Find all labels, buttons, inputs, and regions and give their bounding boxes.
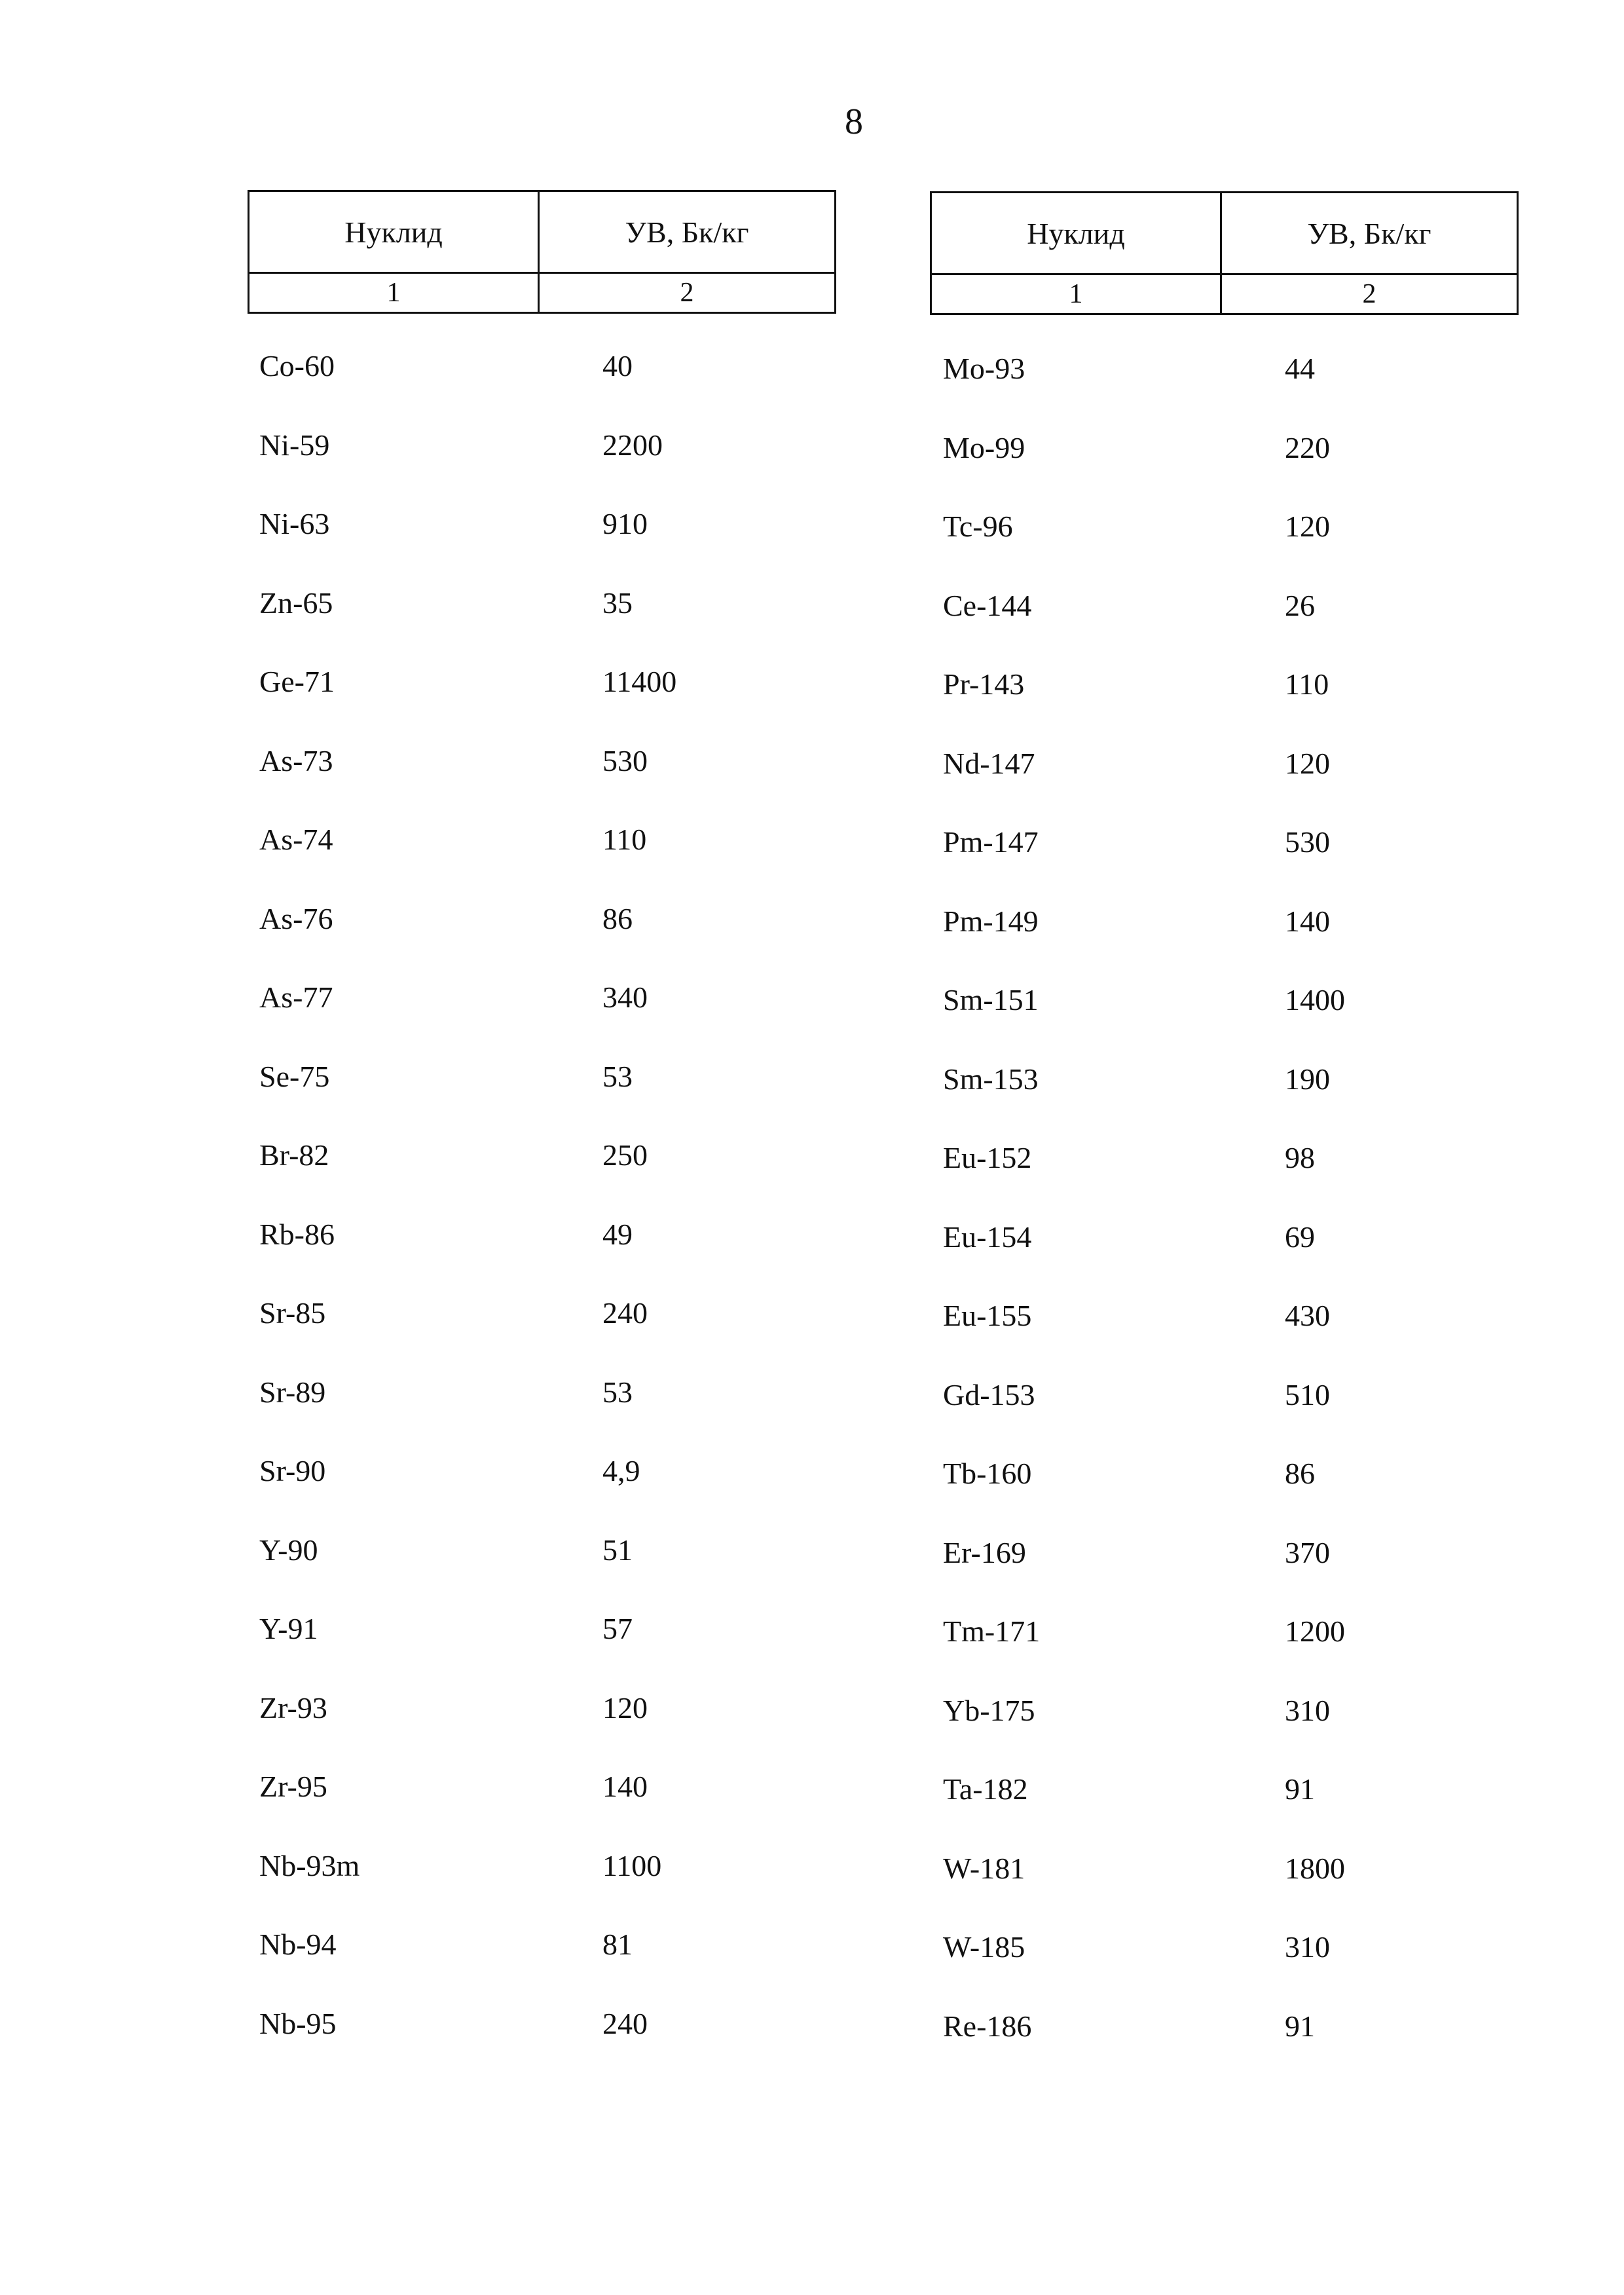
table-row bbox=[943, 354, 1532, 433]
nuclide-name: Mo-99 bbox=[943, 430, 1025, 464]
table-row bbox=[943, 1851, 1532, 1933]
nuclide-value: 340 bbox=[602, 980, 648, 1014]
table-row bbox=[259, 825, 849, 904]
table-row bbox=[259, 743, 849, 825]
nuclide-value: 1100 bbox=[602, 1848, 662, 1882]
nuclide-value: 53 bbox=[602, 1059, 633, 1093]
nuclide-name: Rb-86 bbox=[259, 1217, 335, 1251]
nuclide-name: As-74 bbox=[259, 823, 333, 856]
nuclide-value: 81 bbox=[602, 1928, 633, 1961]
table-row bbox=[259, 901, 849, 983]
table-row bbox=[259, 1140, 849, 1220]
nuclide-value: 35 bbox=[602, 586, 633, 620]
left-table-header bbox=[248, 190, 836, 314]
nuclide-value: 120 bbox=[1285, 746, 1330, 780]
nuclide-value: 190 bbox=[1285, 1062, 1330, 1096]
left-header-nuclide: Нуклид bbox=[249, 191, 539, 273]
nuclide-name: Tb-160 bbox=[943, 1457, 1032, 1490]
nuclide-value: 69 bbox=[1285, 1220, 1315, 1254]
nuclide-name: Tc-96 bbox=[943, 510, 1013, 543]
right-header-col1-number: 1 bbox=[931, 274, 1221, 314]
nuclide-value: 4,9 bbox=[602, 1454, 640, 1487]
table-row bbox=[943, 1616, 1532, 1696]
table-row bbox=[259, 1848, 849, 1930]
right-data-list bbox=[943, 354, 1532, 2090]
nuclide-name: Mo-93 bbox=[943, 352, 1025, 385]
nuclide-name: Sr-90 bbox=[259, 1454, 326, 1487]
nuclide-value: 120 bbox=[602, 1690, 648, 1725]
table-row bbox=[259, 1614, 849, 1693]
right-table-header bbox=[930, 191, 1519, 315]
nuclide-name: Eu-155 bbox=[943, 1299, 1032, 1332]
right-header-nuclide: Нуклид bbox=[931, 193, 1221, 274]
table-row bbox=[943, 906, 1532, 986]
nuclide-name: Yb-175 bbox=[943, 1693, 1035, 1727]
table-row bbox=[259, 1298, 849, 1377]
table-row bbox=[943, 1774, 1532, 1854]
table-row bbox=[943, 985, 1532, 1064]
nuclide-name: Ge-71 bbox=[259, 665, 335, 698]
nuclide-value: 310 bbox=[1285, 1930, 1330, 1964]
table-row bbox=[259, 1059, 849, 1141]
nuclide-value: 91 bbox=[1285, 1772, 1315, 1806]
nuclide-name: As-73 bbox=[259, 743, 333, 777]
table-row bbox=[943, 1064, 1532, 1144]
nuclide-name: Eu-152 bbox=[943, 1141, 1032, 1174]
nuclide-name: Ta-182 bbox=[943, 1772, 1028, 1806]
nuclide-name: Nb-93m bbox=[259, 1848, 360, 1882]
nuclide-value: 86 bbox=[1285, 1457, 1315, 1490]
table-row bbox=[259, 509, 849, 588]
nuclide-value: 91 bbox=[1285, 2009, 1315, 2043]
nuclide-name: Pm-149 bbox=[943, 904, 1039, 938]
table-row bbox=[943, 430, 1532, 512]
table-row bbox=[943, 1222, 1532, 1301]
nuclide-value: 11400 bbox=[602, 665, 677, 698]
nuclide-name: Sr-89 bbox=[259, 1375, 326, 1409]
table-row bbox=[259, 982, 849, 1062]
left-header-value: УВ, Бк/кг bbox=[539, 191, 836, 273]
nuclide-name: Re-186 bbox=[943, 2009, 1032, 2043]
table-row bbox=[259, 588, 849, 667]
nuclide-name: Zr-95 bbox=[259, 1770, 327, 1803]
nuclide-name: Sm-151 bbox=[943, 983, 1039, 1017]
nuclide-value: 120 bbox=[1285, 510, 1330, 543]
nuclide-name: Pr-143 bbox=[943, 667, 1025, 701]
table-row bbox=[943, 1932, 1532, 2011]
nuclide-value: 51 bbox=[602, 1533, 633, 1567]
nuclide-value: 110 bbox=[1285, 667, 1329, 701]
nuclide-value: 44 bbox=[1285, 352, 1315, 385]
left-data-list bbox=[259, 351, 849, 2087]
nuclide-value: 530 bbox=[1285, 825, 1330, 859]
table-row bbox=[259, 1217, 849, 1299]
nuclide-value: 240 bbox=[602, 2006, 648, 2040]
nuclide-name: As-77 bbox=[259, 980, 333, 1014]
nuclide-value: 220 bbox=[1285, 430, 1330, 464]
left-header-col1-number: 1 bbox=[249, 273, 539, 313]
nuclide-value: 530 bbox=[602, 743, 648, 777]
right-header-value: УВ, Бк/кг bbox=[1221, 193, 1518, 274]
nuclide-value: 240 bbox=[602, 1296, 648, 1330]
nuclide-value: 1800 bbox=[1285, 1851, 1345, 1885]
table-row bbox=[943, 1377, 1532, 1459]
nuclide-name: Pm-147 bbox=[943, 825, 1039, 859]
table-row bbox=[943, 1143, 1532, 1222]
nuclide-name: W-181 bbox=[943, 1851, 1025, 1885]
nuclide-name: Er-169 bbox=[943, 1535, 1026, 1569]
nuclide-value: 2200 bbox=[602, 428, 663, 462]
nuclide-value: 53 bbox=[602, 1375, 633, 1409]
table-row bbox=[943, 2011, 1532, 2091]
nuclide-value: 310 bbox=[1285, 1693, 1330, 1727]
nuclide-value: 370 bbox=[1285, 1535, 1330, 1569]
left-header-col2-number: 2 bbox=[539, 273, 836, 313]
table-row bbox=[259, 351, 849, 430]
nuclide-value: 49 bbox=[602, 1217, 633, 1251]
table-row bbox=[259, 1377, 849, 1457]
nuclide-name: Se-75 bbox=[259, 1059, 330, 1093]
table-row bbox=[943, 669, 1532, 749]
nuclide-name: Zn-65 bbox=[259, 586, 333, 620]
nuclide-name: Co-60 bbox=[259, 349, 335, 382]
nuclide-name: Br-82 bbox=[259, 1138, 329, 1172]
nuclide-name: Sr-85 bbox=[259, 1296, 326, 1330]
nuclide-value: 98 bbox=[1285, 1141, 1315, 1174]
nuclide-value: 110 bbox=[602, 823, 647, 856]
nuclide-name: Ni-63 bbox=[259, 507, 330, 540]
nuclide-value: 430 bbox=[1285, 1299, 1330, 1332]
table-row bbox=[259, 1535, 849, 1614]
nuclide-value: 40 bbox=[602, 349, 633, 382]
table-row bbox=[943, 1535, 1532, 1617]
nuclide-value: 140 bbox=[1285, 904, 1330, 938]
nuclide-value: 910 bbox=[602, 507, 648, 540]
right-header-col2-number: 2 bbox=[1221, 274, 1518, 314]
table-row bbox=[943, 827, 1532, 906]
nuclide-name: Nb-94 bbox=[259, 1928, 337, 1961]
nuclide-value: 1400 bbox=[1285, 983, 1345, 1017]
page-number: 8 bbox=[845, 102, 863, 142]
table-row bbox=[943, 512, 1532, 591]
table-row bbox=[943, 1301, 1532, 1380]
nuclide-value: 26 bbox=[1285, 588, 1315, 622]
table-row bbox=[259, 2006, 849, 2088]
table-row bbox=[943, 1693, 1532, 1775]
nuclide-name: Tm-171 bbox=[943, 1614, 1041, 1648]
table-row bbox=[259, 1690, 849, 1772]
table-row bbox=[259, 1456, 849, 1535]
nuclide-name: As-76 bbox=[259, 901, 333, 935]
table-row bbox=[943, 588, 1532, 670]
nuclide-name: Zr-93 bbox=[259, 1690, 327, 1725]
nuclide-name: Ce-144 bbox=[943, 588, 1032, 622]
table-row bbox=[259, 1930, 849, 2009]
nuclide-name: Y-90 bbox=[259, 1533, 318, 1567]
nuclide-name: Nd-147 bbox=[943, 746, 1035, 780]
table-row bbox=[259, 1772, 849, 1851]
table-row bbox=[943, 1459, 1532, 1538]
nuclide-value: 86 bbox=[602, 901, 633, 935]
nuclide-name: Gd-153 bbox=[943, 1377, 1035, 1411]
nuclide-name: Eu-154 bbox=[943, 1220, 1032, 1254]
nuclide-value: 57 bbox=[602, 1612, 633, 1645]
nuclide-name: W-185 bbox=[943, 1930, 1025, 1964]
table-row bbox=[259, 667, 849, 746]
nuclide-name: Nb-95 bbox=[259, 2006, 337, 2040]
nuclide-value: 250 bbox=[602, 1138, 648, 1172]
table-row bbox=[943, 746, 1532, 828]
nuclide-name: Sm-153 bbox=[943, 1062, 1039, 1096]
nuclide-name: Ni-59 bbox=[259, 428, 330, 462]
nuclide-value: 1200 bbox=[1285, 1614, 1345, 1648]
nuclide-value: 510 bbox=[1285, 1377, 1330, 1411]
table-row bbox=[259, 430, 849, 510]
nuclide-name: Y-91 bbox=[259, 1612, 318, 1645]
nuclide-value: 140 bbox=[602, 1770, 648, 1803]
